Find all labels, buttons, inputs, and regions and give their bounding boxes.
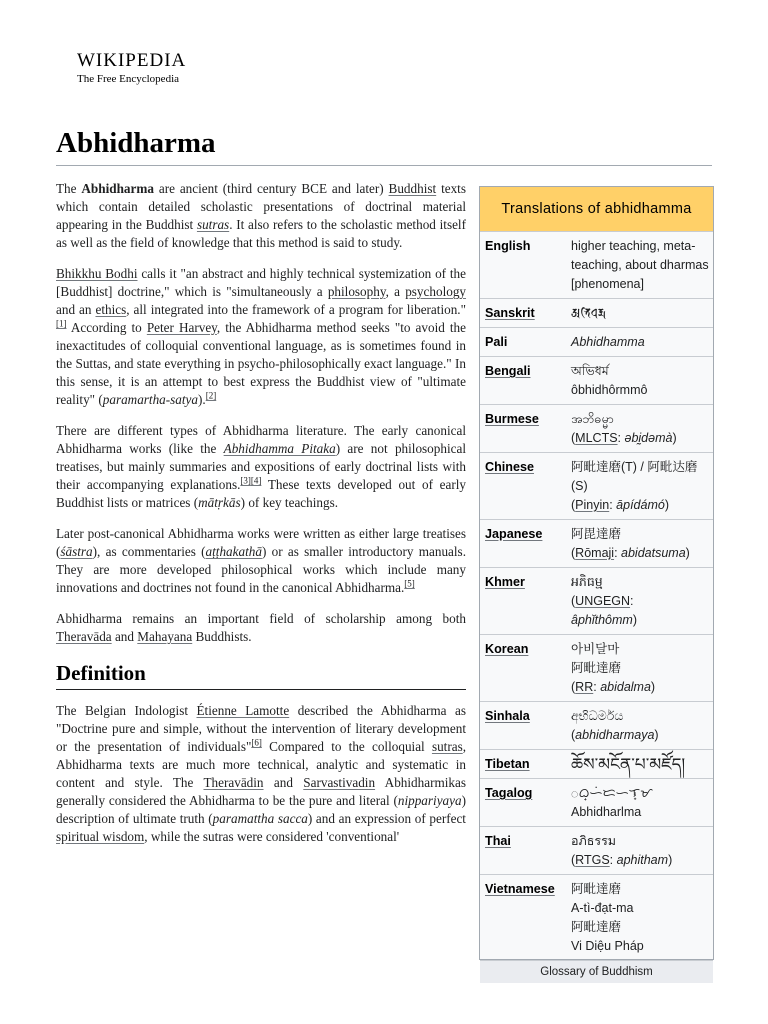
romanization-link[interactable]: RR (575, 680, 594, 694)
link-bhikkhu-bodhi[interactable]: Bhikkhu Bodhi (56, 266, 138, 281)
link-sutras-2[interactable]: sutras (431, 739, 463, 754)
citation-1[interactable]: [1] (56, 318, 67, 329)
infobox-row-vietnamese (480, 874, 713, 960)
row-value: higher teaching, meta-teaching, about dharmas [phenomena] (571, 239, 709, 291)
infobox-row-english (480, 231, 713, 298)
row-label-link[interactable]: Japanese (485, 527, 543, 541)
paragraph-intro: The Abhidharma are ancient (third century BCE and later) Buddhist texts which contain detailed scholastic presentations of doctrinal material appearing in the Buddhist sutras. It also refers to the scholastic method itself as well as the field of knowledge that this method is said to study. (56, 181, 466, 250)
citation-3[interactable]: [3] (240, 475, 251, 486)
row-value: ཆོས་མངོན་པ་མཛོད། (571, 755, 686, 774)
row-label-link[interactable]: Tagalog (485, 786, 533, 800)
infobox-row-thai (480, 826, 713, 874)
link-psychology[interactable]: psychology (405, 284, 467, 299)
row-label-link[interactable]: Sinhala (485, 709, 530, 723)
row-value: 阿毘達磨 (Rōmaji: abidatsuma) (571, 527, 690, 560)
paragraph-bodhi: Bhikkhu Bodhi calls it "an abstract and highly technical systemization of the [Buddhist] doctrine," which is "simultaneously a philosophy, a psychology and an ethics, all integrated into the framework of a program for liberation."[1] According to Peter Harvey, the Abhidharma method seeks "to avoid the inexactitudes of colloquial conventional language, as is sometimes found in the Suttas, and state everything in psycho-philosophically exact language." In this sense, it is an attempt to best express the Buddhist view of "ultimate reality" (paramartha-satya).[2] (56, 266, 467, 407)
infobox-header: Translations of abhidhamma (480, 187, 713, 231)
link-spiritual-wisdom[interactable]: spiritual wisdom (56, 829, 145, 844)
row-label-link[interactable]: Thai (485, 834, 511, 848)
row-value: 阿毗達磨 A-tì-đạt-ma 阿毗達磨 Vi Diệu Pháp (571, 882, 644, 953)
row-label-link[interactable]: Chinese (485, 460, 534, 474)
row-label: Pali (485, 335, 508, 349)
link-ethics[interactable]: ethics (95, 302, 127, 317)
citation-6[interactable]: [6] (251, 737, 262, 748)
link-theravada[interactable]: Theravāda (56, 629, 112, 644)
row-value: අභිධර්මය (abhidharmaya) (571, 709, 659, 742)
row-value: อภิธรรม (RTGS: aphitham) (571, 834, 673, 867)
row-value: অভিধর্ম ôbhidhôrmmô (571, 364, 648, 397)
row-value: Abhidhamma (571, 335, 645, 349)
infobox-row-bengali (480, 356, 713, 404)
row-value: 아비달마 阿毗達磨 (RR: abidalma) (571, 642, 656, 694)
infobox-footer-link[interactable]: Glossary of Buddhism (480, 960, 713, 983)
row-label-link[interactable]: Khmer (485, 575, 525, 589)
link-peter-harvey[interactable]: Peter Harvey (146, 320, 217, 335)
row-label-link[interactable]: Tibetan (485, 757, 530, 771)
row-label-link[interactable]: Bengali (485, 364, 531, 378)
infobox-row-japanese (480, 519, 713, 567)
romanization-link[interactable]: UNGEGN (575, 594, 631, 608)
logo-tagline: The Free Encyclopedia (77, 73, 180, 85)
infobox-row-tibetan (480, 749, 713, 778)
infobox-row-korean (480, 634, 713, 701)
link-mahayana[interactable]: Mahayana (137, 629, 193, 644)
row-label-link[interactable]: Korean (485, 642, 529, 656)
logo-wordmark: WIKIPEDIA (77, 50, 187, 71)
link-sarvastivadin[interactable]: Sarvastivadin (303, 775, 376, 790)
row-label-link[interactable]: Burmese (485, 412, 539, 426)
link-buddhist[interactable]: Buddhist (388, 181, 437, 196)
page-title: Abhidharma (56, 127, 216, 159)
row-value: 阿毗達磨(T) / 阿毗达磨(S) (Pinyin: āpídámó) (571, 460, 698, 512)
link-philosophy[interactable]: philosophy (327, 284, 386, 299)
row-value: အဘိဓမ္မာ (MLCTS: əbḭdəmà) (571, 412, 677, 445)
bold-term: Abhidharma (81, 181, 154, 196)
link-sutras[interactable]: sutras (196, 217, 230, 232)
row-label: English (485, 239, 531, 253)
row-label-link[interactable]: Vietnamese (485, 882, 555, 896)
link-abhidhamma-pitaka[interactable]: Abhidhamma Pitaka (223, 441, 336, 456)
link-sastra[interactable]: śāstra (60, 544, 93, 559)
romanization-link[interactable]: Pinyin (575, 498, 610, 512)
row-value: ᜀᜊ᜔ᜑᜒᜇᜑᜎ᜔ᜋ Abhidharlma (571, 786, 654, 819)
citation-2[interactable]: [2] (205, 390, 217, 401)
translations-infobox (479, 186, 714, 978)
section-heading-definition: Definition (56, 660, 466, 690)
paragraph-definition: The Belgian Indologist Étienne Lamotte described the Abhidharma as "Doctrine pure and simple, without the intervention of literary development or the presentation of individuals"[6] Compared to the colloquial sutras, Abhidharma texts are much more technical, analytic and systematic in content and style. The Theravādin and Sarvastivadin Abhidharmikas generally considered the Abhidharma to be the pure and literal (nippariyaya) description of ultimate truth (paramattha sacca) and an expression of perfect spiritual wisdom, while the sutras were considered 'conventional' (56, 703, 467, 844)
infobox-row-tagalog (480, 778, 713, 826)
link-etienne-lamotte[interactable]: Étienne Lamotte (196, 703, 290, 718)
infobox-row-sanskrit (480, 298, 713, 327)
infobox-row-khmer (480, 567, 713, 634)
paragraph-scholarship: Abhidharma remains an important field of scholarship among both Theravāda and Mahayana Buddhists. (56, 611, 466, 644)
paragraph-types: There are different types of Abhidharma literature. The early canonical Abhidharma works (like the Abhidhamma Pitaka) are not philosophical treatises, but mainly summaries and expositions of early doctrinal lists with their accompanying explanations.[3][4] These texts developed out of early Buddhist lists or matrices (mātṛkās) of key teachings. (56, 423, 466, 510)
paragraph-post-canonical: Later post-canonical Abhidharma works were written as either large treatises (śāstra), as commentaries (aṭṭhakathā) or as smaller introductory manuals. They are more developed philosophical works which include many innovations and doctrines not found in the canonical Abhidharma.[5] (56, 526, 466, 595)
wikipedia-logo[interactable] (77, 50, 186, 86)
title-divider (56, 165, 712, 166)
infobox-row-sinhala (480, 701, 713, 749)
link-atthakatha[interactable]: aṭṭhakathā (205, 544, 262, 559)
link-theravadin[interactable]: Theravādin (203, 775, 264, 790)
row-value: អភិធម្ម (UNGEGN: âphĭthômm) (571, 575, 638, 627)
article-body (56, 180, 466, 859)
romanization-link[interactable]: MLCTS (575, 431, 618, 445)
infobox-row-pali (480, 327, 713, 356)
row-label-link[interactable]: Sanskrit (485, 306, 535, 320)
infobox-row-chinese (480, 452, 713, 519)
romanization-link[interactable]: Rōmaji (575, 546, 615, 560)
citation-5[interactable]: [5] (404, 578, 415, 589)
citation-4[interactable]: [4] (250, 475, 262, 486)
romanization-link[interactable]: RTGS (575, 853, 610, 867)
row-value: 𑖀𑖥𑖰𑖠𑖨𑖿𑖦 (571, 306, 607, 320)
infobox-row-burmese (480, 404, 713, 452)
